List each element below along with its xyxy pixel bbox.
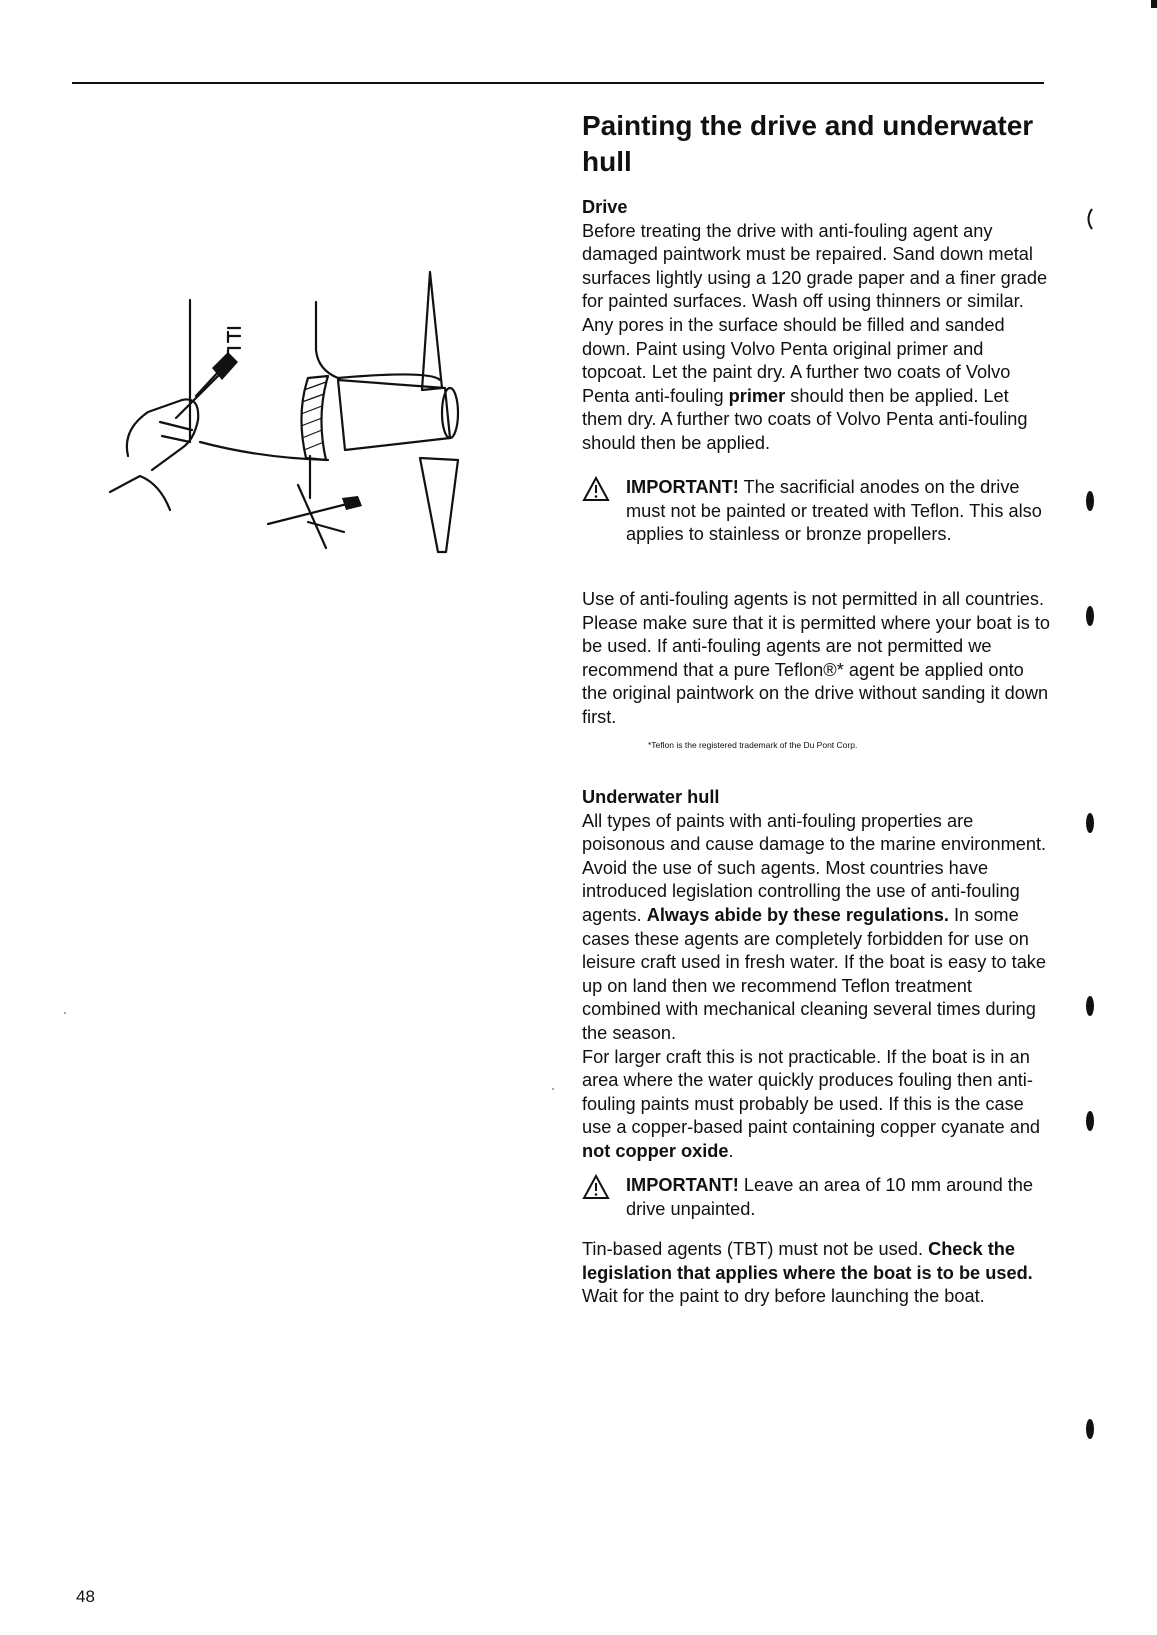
drive-paragraph-2-block xyxy=(582,588,1052,730)
warning-icon xyxy=(582,476,610,502)
drive-paragraph-2: Use of anti-fouling agents is not permitted in all countries. Please make sure that it is permitted where your boat is to be used. If anti-fouling agents are not permitted we recommend that a pure Teflon®* agent be applied onto the original paintwork on the drive without sanding it down first. xyxy=(582,589,1051,727)
binder-hole-mark-icon xyxy=(1084,605,1094,627)
binder-hole-mark-icon xyxy=(1084,1110,1094,1132)
drive-warning-text: The sacrificial anodes on the drive must not be painted or treated with Teflon. This also applies to stainless or bronze propellers. xyxy=(626,477,1042,545)
drive-warning-label: IMPORTANT! xyxy=(626,477,739,497)
hull-warning-label: IMPORTANT! xyxy=(626,1175,739,1195)
scan-speck xyxy=(64,1012,66,1014)
header-rule xyxy=(72,82,1044,84)
hull-paragraph-3-block xyxy=(582,1238,1052,1309)
scan-speck xyxy=(552,1088,554,1090)
binder-hole-mark-icon xyxy=(1084,490,1094,512)
hull-section xyxy=(582,786,1052,1164)
drive-paragraph-1: Before treating the drive with anti-fouling agent any damaged paintwork must be repaired. Sand down metal surfaces lightly using a 120 grade paper and a finer grade for painted surfaces. Wash off using thinners or similar. Any pores in the surface should be filled and sanded down. Paint using Volvo Penta original primer and topcoat. Let the paint dry. A further two coats of Volvo Penta anti-fouling primer should then be applied. Let them dry. A further two coats of Volvo Penta anti-fouling should then be applied. xyxy=(582,220,1048,453)
hull-warning-text: Leave an area of 10 mm around the drive unpainted. xyxy=(626,1175,1034,1219)
drive-warning xyxy=(582,476,1052,547)
teflon-footnote: *Teflon is the registered trademark of the Du Pont Corp. xyxy=(648,740,858,750)
hull-paragraph-3: Tin-based agents (TBT) must not be used. Check the legislation that applies where the boat is to be used. Wait for the paint to dry before launching the boat. xyxy=(582,1239,1033,1307)
binder-hole-mark-icon xyxy=(1084,812,1094,834)
brush-painting-drive-icon xyxy=(100,270,500,580)
binder-hole-mark-icon xyxy=(1084,208,1094,230)
page-number: 48 xyxy=(76,1587,95,1606)
hull-paragraph-2: For larger craft this is not practicable. If the boat is in an area where the water quickly produces fouling then anti-fouling paints must probably be used. If this is the case use a copper-based paint containing copper cyanate and not copper oxide. xyxy=(582,1046,1041,1161)
binder-hole-mark-icon xyxy=(1084,1418,1094,1440)
warning-icon xyxy=(582,1174,610,1200)
hull-paragraph-1: All types of paints with anti-fouling properties are poisonous and cause damage to the marine environment. Avoid the use of such agents. Most countries have introduced legislation controlling the use of anti-fouling agents. Always abide by these regulations. In some cases these agents are completely forbidden for use on leisure craft used in fresh water. If the boat is easy to take up on land then we recommend Teflon treatment combined with mechanical cleaning several times during the season. xyxy=(582,810,1047,1043)
hull-heading: Underwater hull xyxy=(582,787,720,807)
page-title: Painting the drive and underwater hull xyxy=(582,110,1034,177)
binder-hole-mark-icon xyxy=(1084,995,1094,1017)
hull-warning xyxy=(582,1174,1052,1221)
drive-heading: Drive xyxy=(582,197,628,217)
corner-mark xyxy=(1151,0,1157,8)
drive-section xyxy=(582,196,1052,456)
